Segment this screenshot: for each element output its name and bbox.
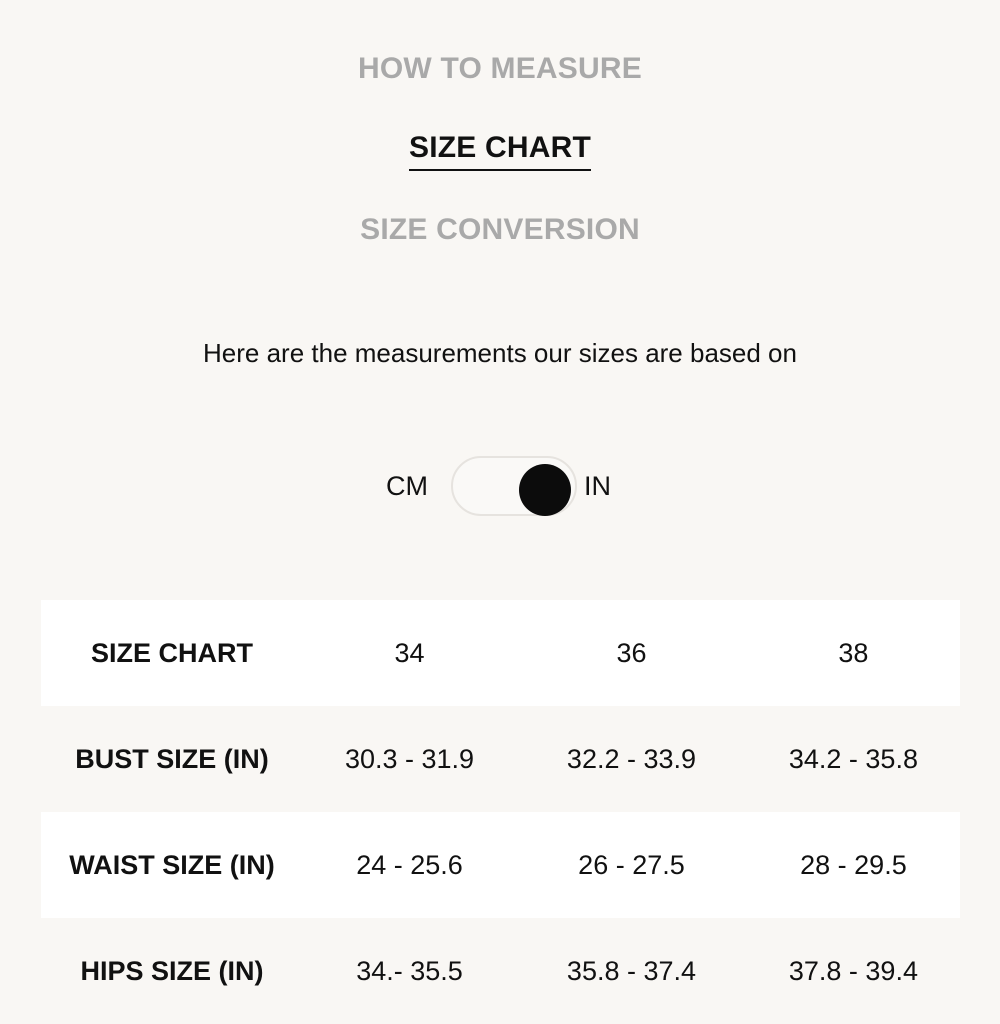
- table-row-waist: [41, 812, 960, 918]
- table-cell: 32.2 - 33.9: [566, 743, 697, 774]
- table-cell: 26 - 27.5: [578, 849, 685, 880]
- table-cell: 35.8 - 37.4: [566, 955, 697, 986]
- table-cell: 37.8 - 39.4: [788, 955, 918, 986]
- table-cell: 30.3 - 31.9: [344, 743, 475, 774]
- tab-size-chart[interactable]: [0, 131, 1000, 171]
- tab-size-chart-label: SIZE CHART: [409, 131, 591, 171]
- row-label-hips: HIPS SIZE (IN): [80, 955, 264, 986]
- unit-label-in[interactable]: IN: [584, 471, 611, 501]
- tab-size-conversion-label: SIZE CONVERSION: [360, 213, 640, 246]
- unit-label-cm[interactable]: CM: [386, 471, 428, 501]
- row-label-waist: WAIST SIZE (IN): [69, 849, 275, 880]
- table-header-label: SIZE CHART: [90, 637, 253, 668]
- table-header-row: [41, 600, 960, 706]
- unit-switch-knob[interactable]: [519, 464, 571, 516]
- tab-size-conversion[interactable]: [0, 213, 1000, 251]
- table-cell: 34.- 35.5: [356, 955, 463, 986]
- size-column-36: 36: [616, 637, 647, 668]
- intro-text: Here are the measurements our sizes are based on: [203, 338, 797, 368]
- table-cell: 24 - 25.6: [356, 849, 463, 880]
- size-column-38: 38: [838, 637, 869, 668]
- table-cell: 28 - 29.5: [800, 849, 907, 880]
- table-cell: 34.2 - 35.8: [788, 743, 918, 774]
- row-label-bust: BUST SIZE (IN): [75, 743, 269, 774]
- table-row-hips: [41, 918, 960, 1024]
- table-row-bust: [41, 706, 960, 812]
- size-column-34: 34: [394, 637, 425, 668]
- unit-toggle: [0, 455, 1000, 519]
- tab-how-to-measure-label: HOW TO MEASURE: [358, 52, 642, 85]
- size-chart-table: [41, 600, 960, 1024]
- tab-how-to-measure[interactable]: [0, 52, 1000, 90]
- unit-switch[interactable]: [451, 456, 577, 516]
